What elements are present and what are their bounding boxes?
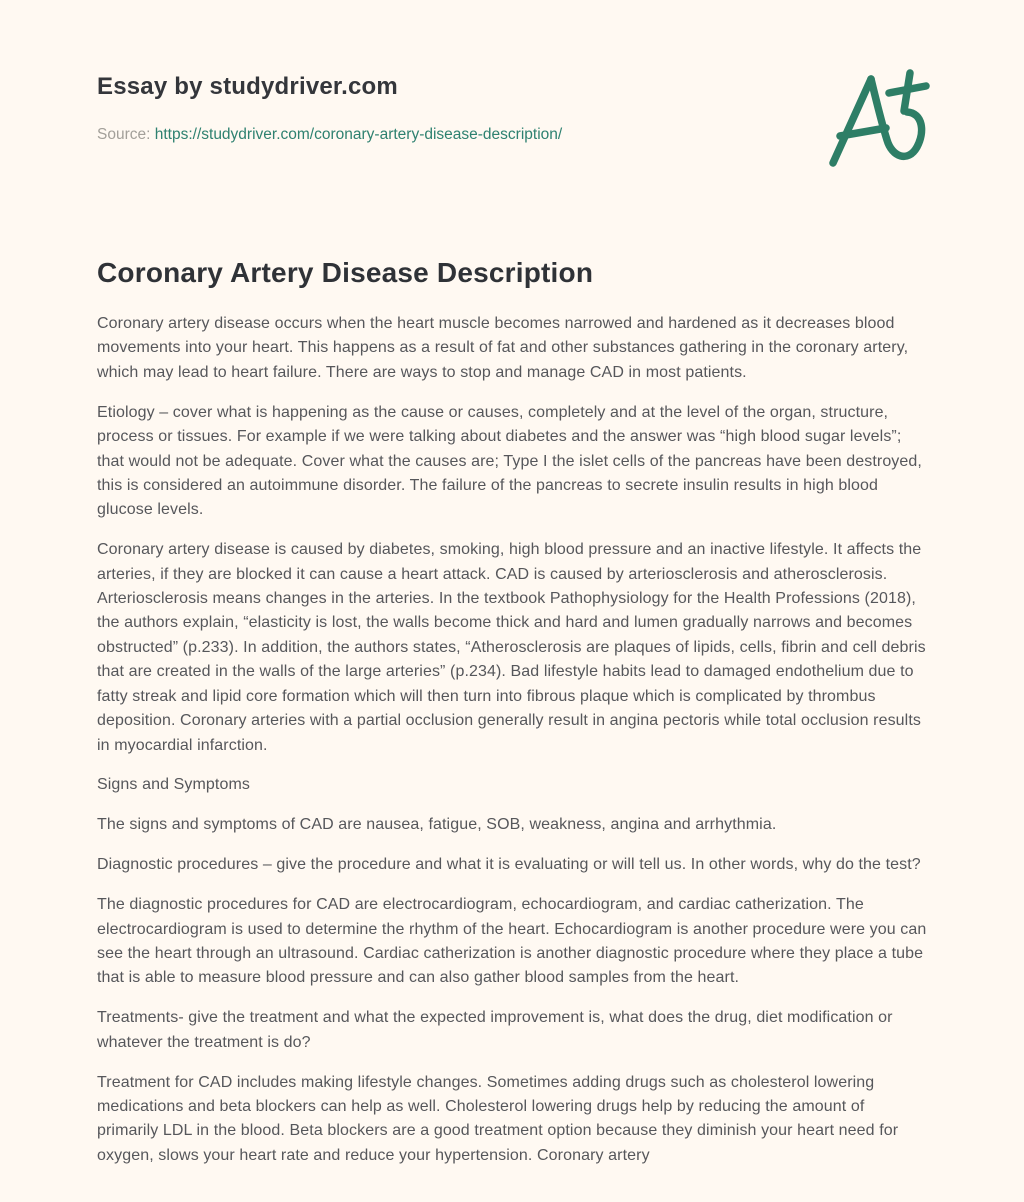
essay-paragraph-diagnostic-procedures: The diagnostic procedures for CAD are electrocardiogram, echocardiogram, and cardiac catherization. The electrocardiogram is used to determine the rhythm of the heart. Echocardiogram is another procedure were you can see the heart through an ultrasound. Cardiac catherization is another diagnostic procedure where they place a tube that is able to measure blood pressure and can also gather blood samples from the heart.	[97, 896, 927, 987]
essay-paragraph-signs-symptoms: The signs and symptoms of CAD are nausea, fatigue, SOB, weakness, angina and arrhythmia.	[97, 816, 777, 834]
source-line	[97, 125, 928, 145]
section-heading-signs-and-symptoms: Signs and Symptoms	[97, 776, 250, 794]
header-title: Essay by studydriver.com	[97, 73, 398, 100]
essay-body	[97, 312, 930, 1168]
essay-paragraph-treatments-prompt: Treatments- give the treatment and what the expected improvement is, what does the drug, diet modification or whatever the treatment is do?	[97, 1009, 893, 1051]
essay-paragraph-diagnostic-prompt: Diagnostic procedures – give the procedure and what it is evaluating or will tell us. In other words, why do the test?	[97, 856, 921, 874]
essay-paragraph-treatment: Treatment for CAD includes making lifestyle changes. Sometimes adding drugs such as cholesterol lowering medications and beta blockers can help as well. Cholesterol lowering drugs help by reducing the amount of primarily LDL in the blood. Beta blockers are a good treatment option because they diminish your heart need for oxygen, slows your heart rate and reduce your hypertension. Coronary artery	[97, 1073, 899, 1164]
essay-paragraph-intro: Coronary artery disease occurs when the heart muscle becomes narrowed and hardened as it decreases blood movements into your heart. This happens as a result of fat and other substances gathering in the coronary artery, which may lead to heart failure. There are ways to stop and manage CAD in most patients.	[97, 315, 909, 381]
page-header	[97, 72, 928, 145]
source-label: Source:	[97, 126, 151, 143]
studydriver-a-plus-logo-icon	[826, 66, 930, 170]
source-url-link[interactable]: https://studydriver.com/coronary-artery-disease-description/	[154, 126, 563, 143]
essay-content	[97, 255, 928, 1168]
essay-title: Coronary Artery Disease Description	[97, 257, 594, 288]
essay-paragraph-causes: Coronary artery disease is caused by diabetes, smoking, high blood pressure and an inactive lifestyle. It affects the arteries, if they are blocked it can cause a heart attack. CAD is caused by arteriosclerosis and atherosclerosis. Arteriosclerosis means changes in the arteries. In the textbook Pathophysiology for the Health Professions (2018), the authors explain, “elasticity is lost, the walls become thick and hard and lumen gradually narrows and becomes obstructed” (p.233). In addition, the authors states, “Atherosclerosis are plaques of lipids, cells, fibrin and cell debris that are created in the walls of the large arteries” (p.234). Bad lifestyle habits lead to damaged endothelium due to fatty streak and lipid core formation which will then turn into fibrous plaque which is complicated by thrombus deposition. Coronary arteries with a partial occlusion generally result in angina pectoris while total occlusion results in myocardial infarction.	[97, 541, 926, 754]
essay-paragraph-etiology-prompt: Etiology – cover what is happening as the cause or causes, completely and at the level of the organ, structure, process or tissues. For example if we were talking about diabetes and the answer was “high blood sugar levels”; that would not be adequate. Cover what the causes are; Type I the islet cells of the pancreas have been destroyed, this is considered an autoimmune disorder. The failure of the pancreas to secrete insulin results in high blood glucose levels.	[97, 403, 922, 519]
